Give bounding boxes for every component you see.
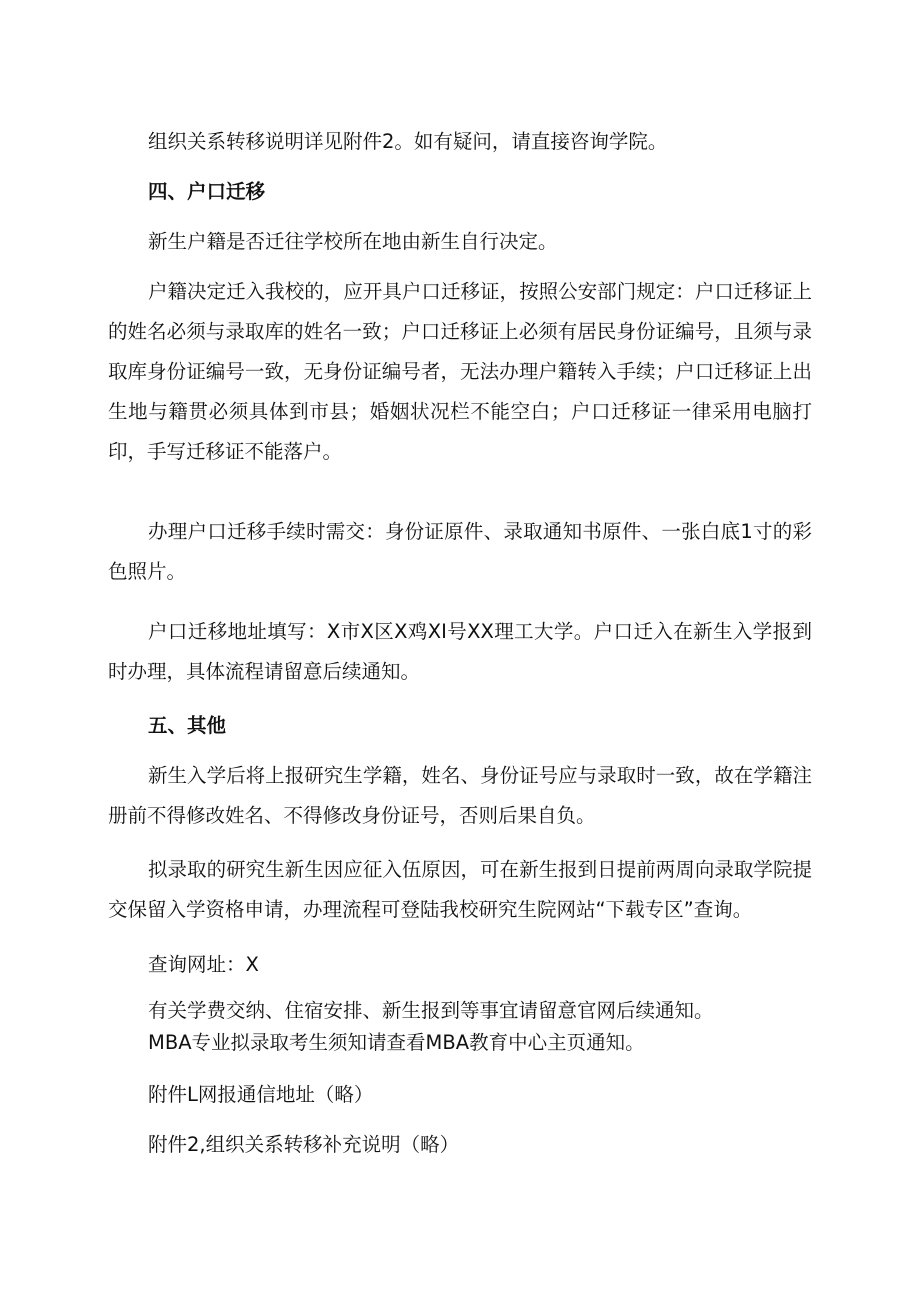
paragraph-query-url: 查询网址：X	[148, 953, 259, 976]
paragraph-hukou-address: 户口迁移地址填写：X市X区X鸡XI号XX理工大学。户口迁入在新生入学报到时办理，具体流程请留意后续通知。	[108, 620, 812, 683]
paragraph-fees-notice: 有关学费交纳、住宿安排、新生报到等事宜请留意官网后续通知。	[148, 999, 714, 1022]
paragraph-hukou-documents: 办理户口迁移手续时需交：身份证原件、录取通知书原件、一张白底1寸的彩色照片。	[108, 520, 812, 583]
attachment-2-item: 附件2,组织关系转移补充说明（略）	[148, 1133, 460, 1156]
paragraph-org-transfer-note: 组织关系转移说明详见附件2。如有疑问，请直接咨询学院。	[148, 130, 668, 153]
paragraph-hukou-choice: 新生户籍是否迁往学校所在地由新生自行决定。	[148, 230, 558, 253]
paragraph-student-status: 新生入学后将上报研究生学籍，姓名、身份证号应与录取时一致，故在学籍注册前不得修改姓名、不得修改身份证号，否则后果自负。	[108, 764, 812, 827]
section-heading-other: 五、其他	[148, 714, 227, 737]
paragraph-hukou-requirements: 户籍决定迁入我校的，应开具户口迁移证，按照公安部门规定：户口迁移证上的姓名必须与录取库的姓名一致；户口迁移证上必须有居民身份证编号，且须与录取库身份证编号一致，无身份证编号者，无法办理户籍转入手续；户口迁移证上出生地与籍贯必须具体到市县；婚姻状况栏不能空白；户口迁移证一律采用电脑打印，手写迁移证不能落户。	[108, 280, 812, 463]
paragraph-military-deferral: 拟录取的研究生新生因应征入伍原因，可在新生报到日提前两周向录取学院提交保留入学资格申请，办理流程可登陆我校研究生院网站“下载专区”查询。	[108, 858, 812, 921]
attachment-1-item: 附件L网报通信地址（略）	[148, 1083, 374, 1106]
paragraph-mba-notice: MBA专业拟录取考生须知请查看MBA教育中心主页通知。	[148, 1031, 645, 1054]
section-heading-hukou: 四、户口迁移	[148, 180, 266, 203]
